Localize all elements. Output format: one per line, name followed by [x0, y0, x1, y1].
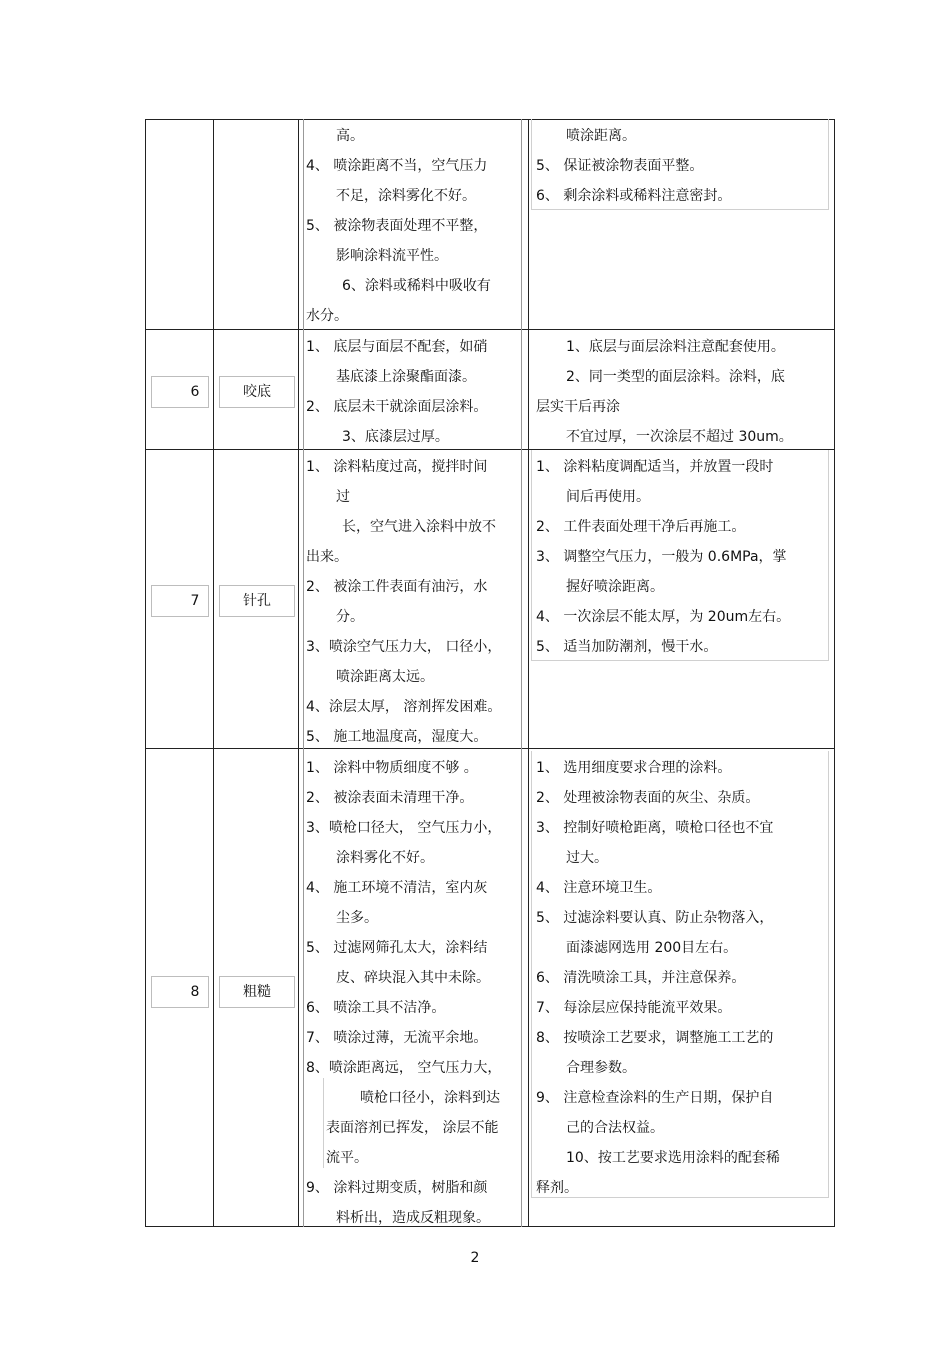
- solution-line: 2、同一类型的面层涂料。涂料，底: [566, 369, 785, 385]
- defect-name: 针孔: [243, 593, 271, 609]
- solution-line: 6、 清洗喷涂工具，并注意保养。: [536, 970, 746, 986]
- cause-line: 分。: [336, 609, 364, 625]
- defect-name: 粗糙: [243, 984, 271, 1000]
- solution-line: 4、 一次涂层不能太厚，为 20um左右。: [536, 609, 791, 625]
- solution-line: 5、 过滤涂料要认真、防止杂物落入，: [536, 910, 774, 926]
- cause-line: 长，空气进入涂料中放不: [342, 519, 496, 535]
- cause-line: 8、喷涂距离远， 空气压力大，: [306, 1060, 502, 1076]
- cause-line: 基底漆上涂聚酯面漆。: [336, 369, 476, 385]
- cause-line: 3、喷枪口径大， 空气压力小，: [306, 820, 502, 836]
- cause-line: 4、 施工环境不清洁，室内灰: [306, 880, 488, 896]
- solution-line: 2、 工件表面处理干净后再施工。: [536, 519, 746, 535]
- cause-line: 9、 涂料过期变质，树脂和颜: [306, 1180, 488, 1196]
- cause-subframe: [323, 1078, 324, 1168]
- row5-causes: [306, 121, 520, 331]
- cause-line: 5、 过滤网筛孔太大，涂料结: [306, 940, 488, 956]
- cause-line: 料析出，造成反粗现象。: [336, 1210, 490, 1226]
- cause-line: 7、 喷涂过薄，无流平余地。: [306, 1030, 488, 1046]
- defect-name-box: [219, 976, 295, 1008]
- row-number: 8: [190, 984, 200, 1000]
- row-number: 7: [190, 593, 200, 609]
- column-divider: [528, 119, 529, 1227]
- cause-line: 3、喷涂空气压力大， 口径小，: [306, 639, 502, 655]
- defect-name-box: [219, 376, 295, 408]
- column-divider: [213, 119, 214, 1227]
- defect-name-box: [219, 585, 295, 617]
- solution-line: 握好喷涂距离。: [566, 579, 664, 595]
- cause-line: 表面溶剂已挥发， 涂层不能: [326, 1120, 499, 1136]
- solution-line: 1、 选用细度要求合理的涂料。: [536, 760, 732, 776]
- cause-line: 过: [336, 489, 350, 505]
- cause-line: 6、 喷涂工具不洁净。: [306, 1000, 446, 1016]
- cause-line: 喷涂距离太远。: [336, 669, 434, 685]
- cause-line: 5、 施工地温度高，湿度大。: [306, 729, 488, 745]
- row6-causes: [306, 332, 520, 452]
- solution-line: 1、 涂料粘度调配适当，并放置一段时: [536, 459, 774, 475]
- solution-line: 4、 注意环境卫生。: [536, 880, 662, 896]
- column-divider-inner: [303, 119, 304, 1227]
- cause-line: 流平。: [326, 1150, 368, 1166]
- cause-line: 高。: [336, 128, 364, 144]
- row-number-box: [151, 976, 209, 1008]
- solution-line: 6、 剩余涂料或稀料注意密封。: [536, 188, 732, 204]
- solution-frame: [531, 751, 829, 1198]
- cause-line: 1、 底层与面层不配套，如硝: [306, 339, 488, 355]
- cause-line: 影响涂料流平性。: [336, 248, 448, 264]
- defect-name: 咬底: [243, 384, 271, 400]
- solution-line: 5、 适当加防潮剂，慢干水。: [536, 639, 718, 655]
- cause-line: 1、 涂料粘度过高，搅拌时间: [306, 459, 488, 475]
- solution-line: 8、 按喷涂工艺要求，调整施工工艺的: [536, 1030, 774, 1046]
- column-divider-inner: [521, 119, 522, 1227]
- solution-line: 喷涂距离。: [566, 128, 636, 144]
- solution-line: 层实干后再涂: [536, 399, 620, 415]
- cause-line: 尘多。: [336, 910, 378, 926]
- row-number-box: [151, 376, 209, 408]
- solution-line: 释剂。: [536, 1180, 578, 1196]
- solution-line: 间后再使用。: [566, 489, 650, 505]
- row6-solutions: [536, 332, 830, 452]
- solution-frame: [531, 450, 829, 661]
- row-number: 6: [190, 384, 200, 400]
- cause-line: 皮、碎块混入其中未除。: [336, 970, 490, 986]
- solution-line: 10、按工艺要求选用涂料的配套稀: [566, 1150, 780, 1166]
- cause-line: 6、涂料或稀料中吸收有: [342, 278, 491, 294]
- cause-line: 2、 被涂工件表面有油污，水: [306, 579, 488, 595]
- page-number: 2: [470, 1250, 480, 1266]
- solution-line: 合理参数。: [566, 1060, 636, 1076]
- solution-line: 面漆滤网选用 200目左右。: [566, 940, 738, 956]
- row7-causes: [306, 452, 520, 752]
- solution-line: 3、 调整空气压力，一般为 0.6MPa，掌: [536, 549, 787, 565]
- solution-line: 2、 处理被涂物表面的灰尘、杂质。: [536, 790, 760, 806]
- cause-line: 5、 被涂物表面处理不平整，: [306, 218, 488, 234]
- solution-line: 己的合法权益。: [566, 1120, 664, 1136]
- row8-causes: [306, 753, 520, 1233]
- column-divider: [298, 119, 299, 1227]
- solution-line: 5、 保证被涂物表面平整。: [536, 158, 704, 174]
- solution-line: 9、 注意检查涂料的生产日期，保护自: [536, 1090, 774, 1106]
- cause-line: 不足，涂料雾化不好。: [336, 188, 476, 204]
- table-left-border: [145, 119, 146, 1227]
- solution-line: 7、 每涂层应保持能流平效果。: [536, 1000, 732, 1016]
- table-right-border: [834, 119, 835, 1227]
- solution-line: 不宜过厚，一次涂层不超过 30um。: [566, 429, 793, 445]
- solution-line: 1、底层与面层涂料注意配套使用。: [566, 339, 785, 355]
- cause-line: 4、 喷涂距离不当，空气压力: [306, 158, 488, 174]
- cause-line: 3、底漆层过厚。: [342, 429, 449, 445]
- cause-line: 2、 被涂表面未清理干净。: [306, 790, 474, 806]
- solution-line: 过大。: [566, 850, 608, 866]
- row-number-box: [151, 585, 209, 617]
- cause-line: 2、 底层未干就涂面层涂料。: [306, 399, 488, 415]
- cause-line: 1、 涂料中物质细度不够 。: [306, 760, 478, 776]
- cause-line: 4、涂层太厚， 溶剂挥发困难。: [306, 699, 502, 715]
- cause-line: 喷枪口径小，涂料到达: [360, 1090, 500, 1106]
- cause-line: 涂料雾化不好。: [336, 850, 434, 866]
- solution-line: 3、 控制好喷枪距离，喷枪口径也不宜: [536, 820, 774, 836]
- cause-line: 水分。: [306, 308, 348, 324]
- cause-line: 出来。: [306, 549, 348, 565]
- solution-frame: [531, 119, 829, 210]
